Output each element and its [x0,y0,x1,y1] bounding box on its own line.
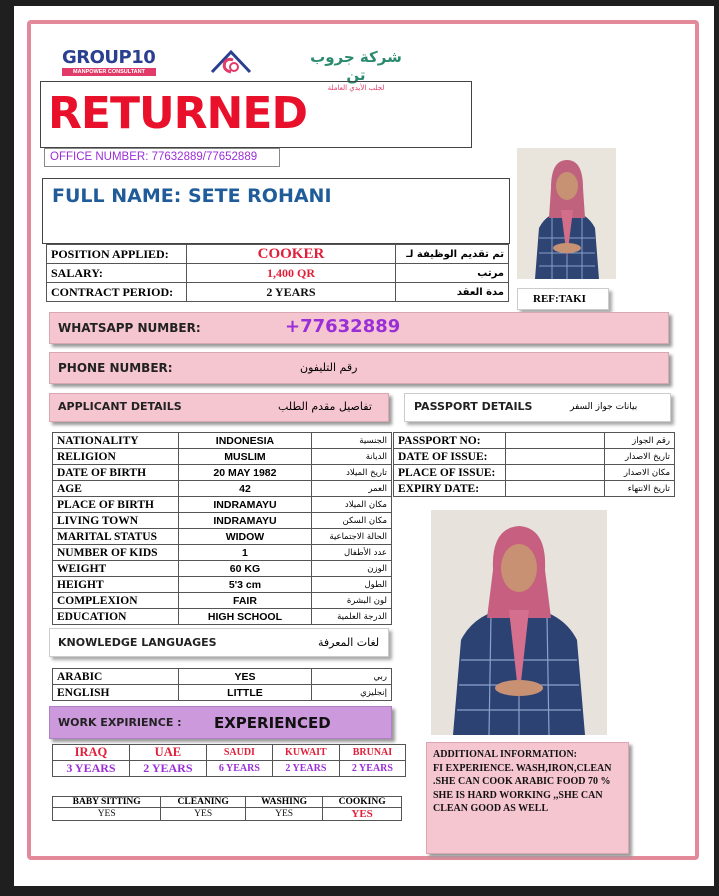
experience-country: KUWAIT [272,745,339,761]
experience-table [52,744,406,777]
table-row [47,283,509,302]
applicant-label: LIVING TOWN [53,513,179,529]
table-row [53,433,392,449]
passport-details-arabic: بيانات جواز السفر [570,402,638,412]
position-value: COOKER [186,245,395,264]
experience-duration: 2 YEARS [129,761,206,777]
arabic-logo-subtitle: لجلب الأيدي العاملة [327,84,385,92]
applicant-label: HEIGHT [53,577,179,593]
experience-duration: 3 YEARS [53,761,130,777]
languages-table [52,668,392,701]
applicant-label-arabic: العمر [312,481,392,497]
table-row [53,529,392,545]
language-label: ARABIC [53,669,179,685]
position-label: POSITION APPLIED: [47,245,187,264]
languages-label: KNOWLEDGE LANGUAGES [58,636,217,649]
phone-label: PHONE NUMBER: [58,361,173,375]
passport-details-label: PASSPORT DETAILS [414,400,533,413]
applicant-label: DATE OF BIRTH [53,465,179,481]
applicant-label: PLACE OF BIRTH [53,497,179,513]
skill-value: YES [161,808,246,821]
applicant-value: 20 MAY 1982 [178,465,311,481]
applicant-label: COMPLEXION [53,593,179,609]
table-row [394,433,675,449]
skill-header: CLEANING [161,797,246,808]
language-label: ENGLISH [53,685,179,701]
applicant-label: RELIGION [53,449,179,465]
applicant-value: INDRAMAYU [178,513,311,529]
applicant-label: MARITAL STATUS [53,529,179,545]
applicant-value: 42 [178,481,311,497]
table-row [394,465,675,481]
position-label-arabic: مدة العقد [396,283,509,302]
work-experience-label: WORK EXPIRIENCE : [58,716,182,729]
returned-stamp: RETURNED [48,88,307,139]
passport-value [505,433,604,449]
table-row [53,561,392,577]
applicant-value: HIGH SCHOOL [178,609,311,625]
position-label-arabic: تم تقديم الوظيفة لـ [396,245,509,264]
applicant-label-arabic: تاريخ الميلاد [312,465,392,481]
applicant-details-label: APPLICANT DETAILS [58,400,182,413]
passport-label: PLACE OF ISSUE: [394,465,506,481]
whatsapp-number[interactable]: +77632889 [285,316,401,337]
arabic-logo-title: شركة جروب تن [310,48,402,84]
table-row [394,481,675,497]
applicant-label: AGE [53,481,179,497]
passport-label-arabic: تاريخ الانتهاء [605,481,675,497]
applicant-value: 5'3 cm [178,577,311,593]
skill-value: YES [323,808,402,821]
table-row [394,449,675,465]
applicant-label-arabic: مكان السكن [312,513,392,529]
experience-duration: 2 YEARS [272,761,339,777]
full-name: FULL NAME: SETE ROHANI [52,185,332,207]
additional-info-title: ADDITIONAL INFORMATION: [433,749,577,760]
applicant-label-arabic: عدد الأطفال [312,545,392,561]
experience-country: IRAQ [53,745,130,761]
additional-info-line: FI EXPERIENCE. WASH,IRON,CLEAN [433,762,612,774]
ref-label: REF:TAKI [533,293,586,305]
applicant-label-arabic: الطول [312,577,392,593]
applicant-label: EDUCATION [53,609,179,625]
table-row [53,497,392,513]
table-row [53,577,392,593]
applicant-label-arabic: الحالة الاجتماعية [312,529,392,545]
applicant-photo-small [517,148,616,279]
group10-logo-title: GROUP10 [62,47,156,68]
table-row [53,669,392,685]
passport-label-arabic: تاريخ الاصدار [605,449,675,465]
phone-label-arabic: رقم التليفون [300,361,358,374]
applicant-value: MUSLIM [178,449,311,465]
table-row [53,481,392,497]
applicant-label-arabic: الديانة [312,449,392,465]
experience-duration: 6 YEARS [206,761,272,777]
position-value: 1,400 QR [186,264,395,283]
table-row [53,513,392,529]
language-value: LITTLE [178,685,312,701]
skill-header: BABY SITTING [53,797,161,808]
experience-country: BRUNAI [339,745,405,761]
skill-value: YES [53,808,161,821]
group10-logo [62,48,162,80]
table-row [53,609,392,625]
applicant-value: INDRAMAYU [178,497,311,513]
applicant-label: WEIGHT [53,561,179,577]
group10-logo-subtitle: MANPOWER CONSULTANT [62,68,156,76]
passport-label: EXPIRY DATE: [394,481,506,497]
table-row [47,245,509,264]
passport-value [505,465,604,481]
languages-arabic: لغات المعرفة [318,636,380,649]
applicant-label-arabic: مكان الميلاد [312,497,392,513]
additional-info-line: .SHE CAN COOK ARABIC FOOD 70 % [433,776,611,787]
additional-info-line: CLEAN GOOD AS WELL [433,803,549,814]
language-value: YES [178,669,312,685]
passport-value [505,481,604,497]
applicant-value: 1 [178,545,311,561]
experience-country: SAUDI [206,745,272,761]
applicant-label: NUMBER OF KIDS [53,545,179,561]
additional-info-text [433,748,629,816]
applicant-value: 60 KG [178,561,311,577]
applicant-value: INDONESIA [178,433,311,449]
work-experience-value: EXPERIENCED [214,714,331,732]
table-row [53,685,392,701]
applicant-label-arabic: الجنسية [312,433,392,449]
position-value: 2 YEARS [186,283,395,302]
applicant-details-arabic: تفاصيل مقدم الطلب [278,400,372,413]
language-label-arabic: إنجليزي [312,685,392,701]
additional-info-line: SHE IS HARD WORKING ,,SHE CAN [433,789,603,801]
table-row [53,465,392,481]
passport-label: DATE OF ISSUE: [394,449,506,465]
skill-header: WASHING [245,797,322,808]
applicant-value: FAIR [178,593,311,609]
skills-table [52,796,402,821]
house-logo-icon [208,46,254,78]
language-label-arabic: ربي [312,669,392,685]
experience-country: UAE [129,745,206,761]
passport-table [393,432,675,497]
applicant-label-arabic: الوزن [312,561,392,577]
passport-value [505,449,604,465]
skill-header: COOKING [323,797,402,808]
position-table [46,244,509,302]
group10-arabic-logo [300,48,412,92]
applicant-photo-large [431,510,607,735]
table-row [53,449,392,465]
table-row [53,593,392,609]
position-label-arabic: مرتب [396,264,509,283]
passport-label-arabic: مكان الاصدار [605,465,675,481]
passport-label-arabic: رقم الجواز [605,433,675,449]
applicant-label: NATIONALITY [53,433,179,449]
position-label: CONTRACT PERIOD: [47,283,187,302]
position-label: SALARY: [47,264,187,283]
whatsapp-label: WHATSAPP NUMBER: [58,321,201,335]
table-row [47,264,509,283]
table-row [53,545,392,561]
applicant-label-arabic: لون البشرة [312,593,392,609]
office-number: OFFICE NUMBER: 77632889/77652889 [50,151,258,163]
applicant-label-arabic: الدرجة العلمية [312,609,392,625]
experience-duration: 2 YEARS [339,761,405,777]
applicant-value: WIDOW [178,529,311,545]
applicant-table [52,432,392,625]
passport-label: PASSPORT NO: [394,433,506,449]
skill-value: YES [245,808,322,821]
